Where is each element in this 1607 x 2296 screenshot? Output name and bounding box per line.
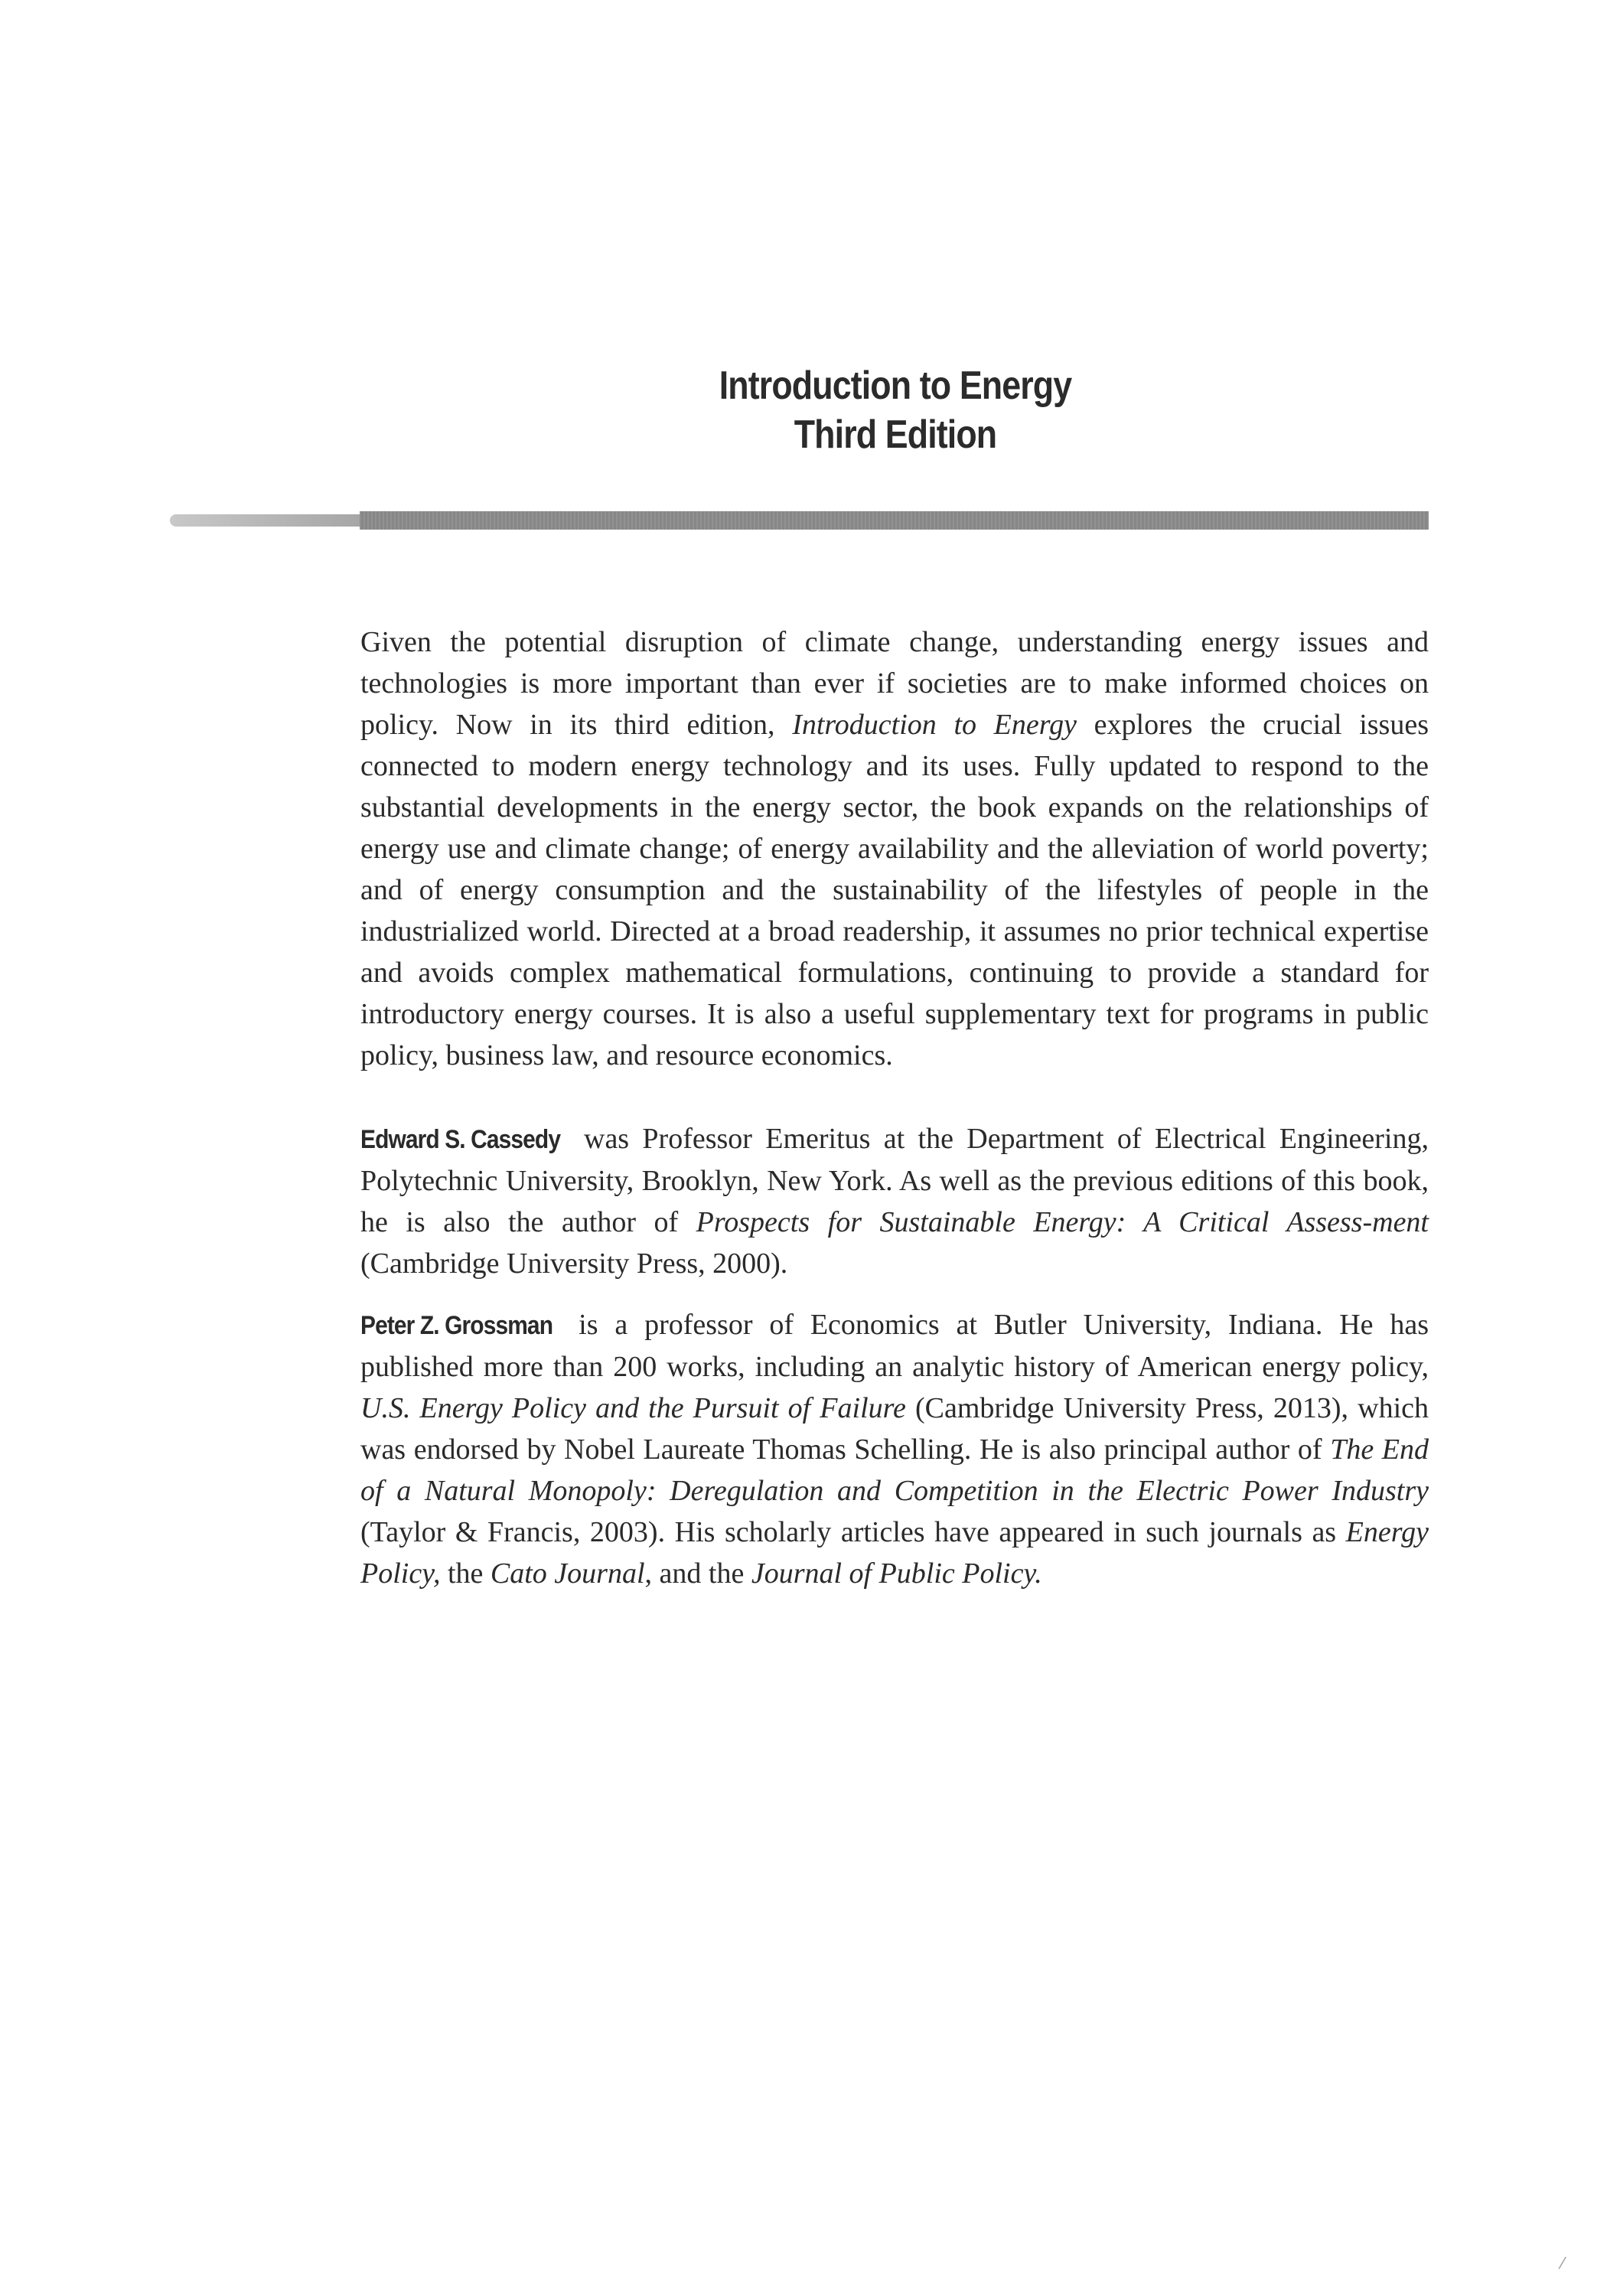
author-name-cassedy: Edward S. Cassedy [360, 1125, 561, 1154]
description-book-title: Introduction to Energy [792, 709, 1077, 741]
bio-grossman-text-4: the [440, 1557, 491, 1590]
title-edition: Third Edition [794, 413, 997, 457]
bio-grossman-book-title-1: U.S. Energy Policy and the Pursuit of Failure [360, 1392, 906, 1424]
corner-scan-mark: ⁄ [1561, 2254, 1564, 2272]
bio-cassedy-book-title: Prospects for Sustainable Energy: A Critical Assess-ment [696, 1206, 1429, 1238]
rule-dark-segment [360, 511, 1429, 530]
journal-energy-policy: Energy Policy, [360, 1516, 1429, 1590]
bio-grossman-text-2: (Cambridge University Press, 2013), which was endorsed by Nobel Laureate Thomas Schelling. He is also principal author of [360, 1392, 1429, 1466]
title-rule-divider [170, 511, 1429, 530]
rule-light-segment [170, 514, 361, 527]
description-text-2: explores the crucial issues connected to modern energy technology and its uses. Fully updated to respond to the substantial developments in the energy sector, the book expands on the relationships of energy use and climate change; of energy availability and the alleviation of world poverty; and of energy consumption and the sustainability of the lifestyles of people in the industrialized world. Directed at a broad readership, it assumes no prior technical expertise and avoids complex mathematical formulations, continuing to provide a standard for introductory energy courses. It is also a useful supplementary text for programs in public policy, business law, and resource economics. [360, 709, 1429, 1071]
bio-cassedy-text-1: was Professor Emeritus at the Department of Electrical Engineering, Polytechnic University, Brooklyn, New York. As well as the previous editions of this book, he is also the author of [360, 1123, 1429, 1238]
bio-grossman-text-1: is a professor of Economics at Butler University, Indiana. He has published more than 200 works, including an analytic history of American energy policy, [360, 1309, 1429, 1383]
description-text-1: Given the potential disruption of climate change, understanding energy issues and technologies is more important than ever if societies are to make informed choices on policy. Now in its third edition, [360, 626, 1429, 741]
page-body [360, 621, 1429, 1594]
author-name-grossman: Peter Z. Grossman [360, 1311, 553, 1340]
journal-cato: Cato Journal [490, 1557, 645, 1590]
title-main: Introduction to Energy [719, 364, 1072, 408]
bio-grossman-text-5: , and the [644, 1557, 751, 1590]
bio-grossman-text-3: (Taylor & Francis, 2003). His scholarly articles have appeared in such journals as [360, 1516, 1346, 1548]
book-description [360, 621, 1429, 1076]
bio-grossman-book-title-2: The End of a Natural Monopoly: Deregulation and Competition in the Electric Power Industry [360, 1433, 1429, 1507]
book-title [625, 366, 1165, 455]
author-bio-cassedy [360, 1118, 1429, 1284]
bio-cassedy-text-2: (Cambridge University Press, 2000). [360, 1247, 788, 1280]
journal-public-policy: Journal of Public Policy. [751, 1557, 1042, 1590]
author-bio-grossman [360, 1304, 1429, 1594]
